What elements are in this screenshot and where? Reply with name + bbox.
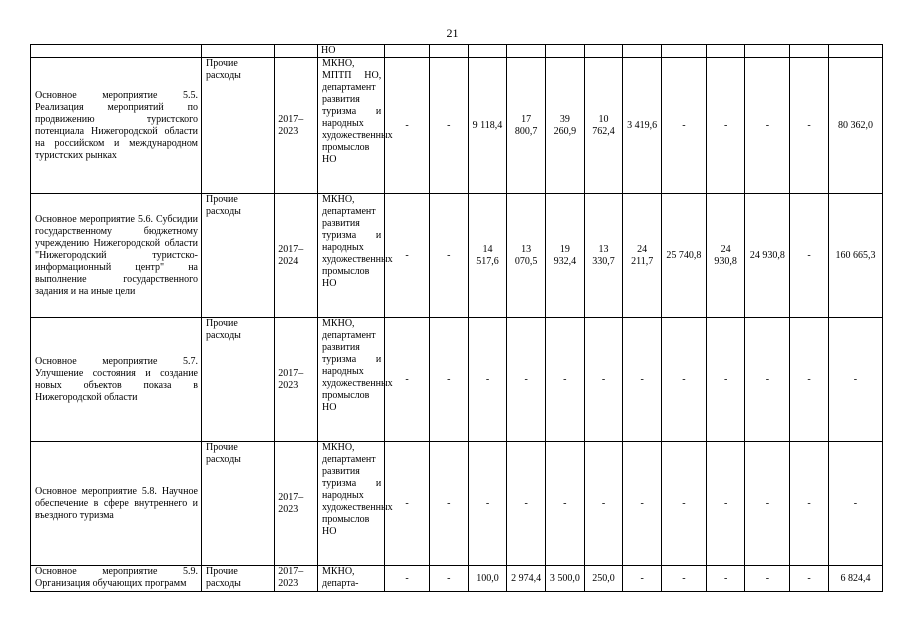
value-cell: - — [584, 442, 623, 566]
value-cell: 24 930,8 — [706, 194, 745, 318]
responsible-cell: МКНО, департа- — [318, 566, 385, 592]
value-cell: - — [662, 318, 707, 442]
funding-source-cell: Прочие расходы — [202, 194, 275, 318]
value-cell: - — [706, 566, 745, 592]
value-cell: - — [662, 58, 707, 194]
value-cell: 250,0 — [584, 566, 623, 592]
page-number: 21 — [446, 26, 459, 40]
table-row — [31, 58, 883, 194]
value-cell: 13 330,7 — [584, 194, 623, 318]
value-cell: - — [385, 194, 430, 318]
value-cell: - — [385, 318, 430, 442]
value-cell: - — [745, 58, 790, 194]
value-cell: - — [468, 442, 507, 566]
value-cell: 19 932,4 — [546, 194, 585, 318]
measure-description-cell: Основное мероприятие 5.7. Улучшение состояния и создание новых объектов показа в Нижегородской области — [31, 318, 202, 442]
table-row-continuation — [31, 45, 883, 58]
value-cell: 17 800,7 — [507, 58, 546, 194]
value-cell: - — [429, 58, 468, 194]
table-cell — [623, 45, 662, 58]
value-cell: - — [790, 58, 829, 194]
funding-source-cell: Прочие расходы — [202, 318, 275, 442]
table-row — [31, 318, 883, 442]
value-cell: - — [745, 318, 790, 442]
value-cell: - — [745, 442, 790, 566]
period-cell: 2017–2023 — [275, 566, 318, 592]
value-cell: - — [429, 442, 468, 566]
table-cell — [429, 45, 468, 58]
value-cell: 2 974,4 — [507, 566, 546, 592]
table-cell — [584, 45, 623, 58]
table-cell — [745, 45, 790, 58]
value-cell: 25 740,8 — [662, 194, 707, 318]
funding-source-cell: Прочие расходы — [202, 566, 275, 592]
value-cell: - — [584, 318, 623, 442]
value-cell: - — [468, 318, 507, 442]
measure-description-cell: Основное мероприятие 5.8. Научное обеспечение в сфере внутреннего и въездного туризма — [31, 442, 202, 566]
value-cell: - — [828, 318, 882, 442]
value-cell: - — [507, 318, 546, 442]
value-cell: - — [790, 566, 829, 592]
period-cell: 2017–2024 — [275, 194, 318, 318]
budget-table — [30, 44, 883, 592]
funding-source-cell: Прочие расходы — [202, 58, 275, 194]
funding-source-cell: Прочие расходы — [202, 442, 275, 566]
measure-description-cell: Основное мероприятие 5.9. Организация обучающих программ — [31, 566, 202, 592]
table-cell — [202, 45, 275, 58]
responsible-cell: МКНО, департамент развития туризма и народных художественных промыслов НО — [318, 318, 385, 442]
measure-description-cell: Основное мероприятие 5.5. Реализация мероприятий по продвижению туристского потенциала Нижегородской области на российском и международном туристских рынках — [31, 58, 202, 194]
value-cell: 24 211,7 — [623, 194, 662, 318]
value-cell: - — [385, 566, 430, 592]
table-cell — [662, 45, 707, 58]
value-cell: - — [385, 58, 430, 194]
table-cell — [546, 45, 585, 58]
value-cell: - — [546, 442, 585, 566]
period-cell: 2017–2023 — [275, 58, 318, 194]
table-cell — [385, 45, 430, 58]
table-cell — [275, 45, 318, 58]
value-cell: 6 824,4 — [828, 566, 882, 592]
value-cell: - — [623, 442, 662, 566]
value-cell: - — [623, 318, 662, 442]
value-cell: - — [706, 442, 745, 566]
table-cell — [828, 45, 882, 58]
value-cell: - — [662, 566, 707, 592]
table-cell — [468, 45, 507, 58]
value-cell: - — [790, 194, 829, 318]
value-cell: 24 930,8 — [745, 194, 790, 318]
table-cell — [706, 45, 745, 58]
value-cell: - — [429, 194, 468, 318]
table-row — [31, 442, 883, 566]
value-cell: - — [706, 58, 745, 194]
value-cell: 14 517,6 — [468, 194, 507, 318]
responsible-cell: НО — [318, 45, 385, 58]
value-cell: 39 260,9 — [546, 58, 585, 194]
responsible-cell: МКНО, департамент развития туризма и народных художественных промыслов НО — [318, 442, 385, 566]
value-cell: - — [790, 318, 829, 442]
value-cell: - — [706, 318, 745, 442]
value-cell: 160 665,3 — [828, 194, 882, 318]
value-cell: - — [429, 318, 468, 442]
value-cell: 3 419,6 — [623, 58, 662, 194]
value-cell: 100,0 — [468, 566, 507, 592]
value-cell: - — [790, 442, 829, 566]
table-row — [31, 194, 883, 318]
table-row — [31, 566, 883, 592]
value-cell: - — [623, 566, 662, 592]
value-cell: - — [546, 318, 585, 442]
value-cell: 3 500,0 — [546, 566, 585, 592]
value-cell: - — [507, 442, 546, 566]
value-cell: 13 070,5 — [507, 194, 546, 318]
value-cell: - — [385, 442, 430, 566]
table-cell — [507, 45, 546, 58]
responsible-cell: МКНО, МПТП НО, департамент развития туризма и народных художественных промыслов НО — [318, 58, 385, 194]
value-cell: 80 362,0 — [828, 58, 882, 194]
value-cell: - — [662, 442, 707, 566]
period-cell: 2017–2023 — [275, 318, 318, 442]
value-cell: - — [828, 442, 882, 566]
measure-description-cell: Основное мероприятие 5.6. Субсидии государственному бюджетному учреждению Нижегородской области "Нижегородский туристско-информационный центр" на выполнение государственного задания и на иные цели — [31, 194, 202, 318]
value-cell: - — [745, 566, 790, 592]
value-cell: 9 118,4 — [468, 58, 507, 194]
period-cell: 2017–2023 — [275, 442, 318, 566]
responsible-cell: МКНО, департамент развития туризма и народных художественных промыслов НО — [318, 194, 385, 318]
table-cell — [31, 45, 202, 58]
table-cell — [790, 45, 829, 58]
value-cell: 10 762,4 — [584, 58, 623, 194]
value-cell: - — [429, 566, 468, 592]
